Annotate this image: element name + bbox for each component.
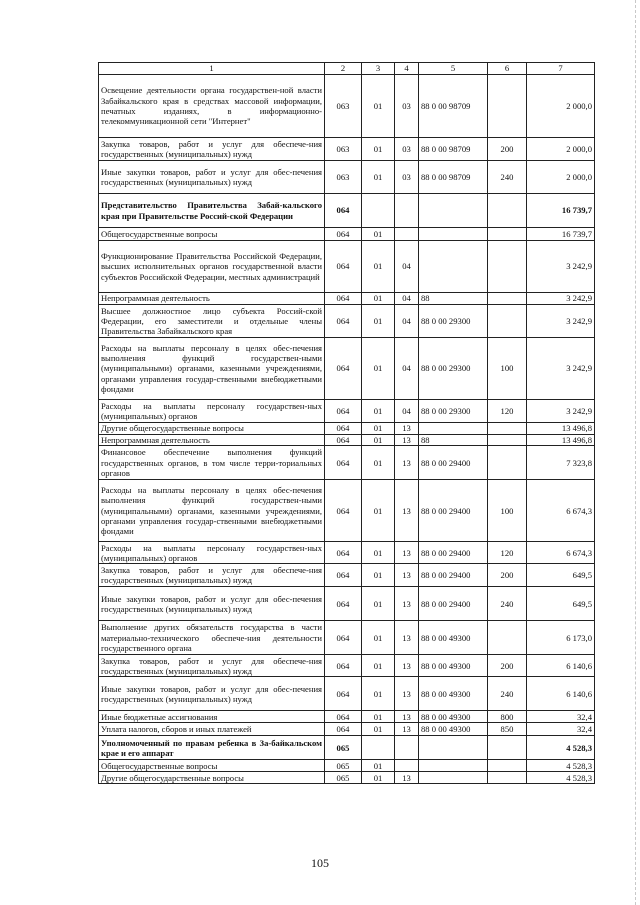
amount: 32,4 [527, 723, 595, 736]
ministry-code: 064 [325, 338, 362, 400]
expense-type-code [488, 736, 527, 760]
target-article-code: 88 0 00 29300 [419, 338, 488, 400]
subsection-code [395, 194, 419, 228]
section-code: 01 [362, 293, 395, 305]
expense-type-code [488, 435, 527, 446]
section-code: 01 [362, 760, 395, 772]
subsection-code: 04 [395, 305, 419, 338]
target-article-code: 88 0 00 29400 [419, 564, 488, 587]
subsection-code: 13 [395, 723, 419, 736]
ministry-code: 064 [325, 293, 362, 305]
table-row [99, 161, 595, 194]
subsection-code: 13 [395, 435, 419, 446]
ministry-code: 065 [325, 736, 362, 760]
item-name: Другие общегосударственные вопросы [99, 423, 325, 435]
target-article-code: 88 0 00 98709 [419, 138, 488, 161]
target-article-code: 88 0 00 29400 [419, 446, 488, 480]
amount: 3 242,9 [527, 241, 595, 293]
table-row [99, 423, 595, 435]
section-code: 01 [362, 564, 395, 587]
item-name: Непрограммная деятельность [99, 293, 325, 305]
subsection-code: 03 [395, 138, 419, 161]
table-row [99, 760, 595, 772]
subsection-code: 03 [395, 161, 419, 194]
item-name: Общегосударственные вопросы [99, 760, 325, 772]
subsection-code: 04 [395, 400, 419, 423]
target-article-code: 88 [419, 435, 488, 446]
amount: 6 674,3 [527, 480, 595, 542]
table-row [99, 564, 595, 587]
header-cell: 6 [488, 63, 527, 75]
section-code: 01 [362, 542, 395, 564]
ministry-code: 064 [325, 677, 362, 711]
subsection-code: 13 [395, 446, 419, 480]
amount: 6 173,0 [527, 621, 595, 655]
ministry-code: 064 [325, 711, 362, 723]
subsection-code: 04 [395, 241, 419, 293]
section-code: 01 [362, 772, 395, 784]
expense-type-code [488, 423, 527, 435]
header-cell: 5 [419, 63, 488, 75]
target-article-code [419, 423, 488, 435]
target-article-code: 88 0 00 29400 [419, 587, 488, 621]
item-name: Выполнение других обязательств государства в части материально-технического обеспече-ния деятельности государственного органа [99, 621, 325, 655]
ministry-code: 064 [325, 435, 362, 446]
amount: 16 739,7 [527, 228, 595, 241]
ministry-code: 064 [325, 480, 362, 542]
header-row [99, 63, 595, 75]
target-article-code: 88 0 00 49300 [419, 711, 488, 723]
ministry-code: 064 [325, 194, 362, 228]
target-article-code: 88 0 00 49300 [419, 621, 488, 655]
section-code: 01 [362, 677, 395, 711]
item-name: Непрограммная деятельность [99, 435, 325, 446]
amount: 3 242,9 [527, 305, 595, 338]
section-code: 01 [362, 723, 395, 736]
table-row [99, 723, 595, 736]
subsection-code: 13 [395, 542, 419, 564]
page-number: 105 [311, 856, 329, 870]
target-article-code [419, 772, 488, 784]
expense-type-code [488, 75, 527, 138]
ministry-code: 064 [325, 542, 362, 564]
table-row [99, 400, 595, 423]
item-name: Уполномоченный по правам ребенка в За-байкальском крае и его аппарат [99, 736, 325, 760]
section-code: 01 [362, 423, 395, 435]
expense-type-code [488, 772, 527, 784]
amount: 3 242,9 [527, 338, 595, 400]
section-code: 01 [362, 655, 395, 677]
table-row [99, 435, 595, 446]
subsection-code: 13 [395, 772, 419, 784]
target-article-code: 88 0 00 29300 [419, 305, 488, 338]
header-cell: 1 [99, 63, 325, 75]
expense-type-code [488, 228, 527, 241]
item-name: Иные закупки товаров, работ и услуг для обес-печения государственных (муниципальных) нужд [99, 161, 325, 194]
item-name: Иные бюджетные ассигнования [99, 711, 325, 723]
item-name: Другие общегосударственные вопросы [99, 772, 325, 784]
table-row [99, 736, 595, 760]
expense-type-code: 240 [488, 677, 527, 711]
amount: 6 140,6 [527, 655, 595, 677]
amount: 13 496,8 [527, 423, 595, 435]
section-code [362, 736, 395, 760]
amount: 6 140,6 [527, 677, 595, 711]
section-code: 01 [362, 621, 395, 655]
table-row [99, 241, 595, 293]
expense-type-code: 200 [488, 655, 527, 677]
section-code: 01 [362, 400, 395, 423]
subsection-code [395, 228, 419, 241]
target-article-code: 88 [419, 293, 488, 305]
budget-table [98, 62, 595, 784]
target-article-code [419, 736, 488, 760]
expense-type-code: 200 [488, 138, 527, 161]
target-article-code: 88 0 00 29400 [419, 480, 488, 542]
table-row [99, 677, 595, 711]
section-code: 01 [362, 228, 395, 241]
item-name: Иные закупки товаров, работ и услуг для обес-печения государственных (муниципальных) нужд [99, 587, 325, 621]
section-code: 01 [362, 338, 395, 400]
ministry-code: 064 [325, 400, 362, 423]
target-article-code [419, 241, 488, 293]
section-code: 01 [362, 161, 395, 194]
ministry-code: 064 [325, 305, 362, 338]
ministry-code: 064 [325, 723, 362, 736]
item-name: Общегосударственные вопросы [99, 228, 325, 241]
item-name: Расходы на выплаты персоналу в целях обес-печения выполнения функций государствен-ными (муниципальными) органами, казенными учреждениями, органами управления государ-ственными внебюджетными фондами [99, 480, 325, 542]
ministry-code: 063 [325, 161, 362, 194]
item-name: Представительство Правительства Забай-кальского края при Правительстве Россий-ской Федерации [99, 194, 325, 228]
table-row [99, 480, 595, 542]
ministry-code: 064 [325, 587, 362, 621]
table-row [99, 542, 595, 564]
item-name: Расходы на выплаты персоналу в целях обес-печения выполнения функций государствен-ными (муниципальными) органами, казенными учреждениями, органами управления государ-ственными внебюджетными фондами [99, 338, 325, 400]
item-name: Функционирование Правительства Российской Федерации, высших исполнительных органов государственной власти субъектов Российской Федерации, местных администраций [99, 241, 325, 293]
item-name: Расходы на выплаты персоналу государствен-ных (муниципальных) органов [99, 400, 325, 423]
ministry-code: 064 [325, 446, 362, 480]
section-code: 01 [362, 446, 395, 480]
expense-type-code: 240 [488, 587, 527, 621]
expense-type-code: 100 [488, 338, 527, 400]
expense-type-code [488, 293, 527, 305]
amount: 3 242,9 [527, 400, 595, 423]
section-code: 01 [362, 435, 395, 446]
item-name: Финансовое обеспечение выполнения функций государственных органов, в том числе терри-ториальных органов [99, 446, 325, 480]
ministry-code: 064 [325, 228, 362, 241]
expense-type-code: 100 [488, 480, 527, 542]
section-code: 01 [362, 305, 395, 338]
item-name: Уплата налогов, сборов и иных платежей [99, 723, 325, 736]
item-name: Освещение деятельности органа государствен-ной власти Забайкальского края в средствах массовой информации, печатных изданиях, в информационно-телекоммуникационной сети "Интернет" [99, 75, 325, 138]
expense-type-code: 120 [488, 542, 527, 564]
section-code: 01 [362, 711, 395, 723]
item-name: Закупка товаров, работ и услуг для обеспече-ния государственных (муниципальных) нужд [99, 655, 325, 677]
item-name: Расходы на выплаты персоналу государствен-ных (муниципальных) органов [99, 542, 325, 564]
amount: 6 674,3 [527, 542, 595, 564]
subsection-code: 04 [395, 338, 419, 400]
target-article-code: 88 0 00 98709 [419, 75, 488, 138]
ministry-code: 064 [325, 423, 362, 435]
ministry-code: 063 [325, 75, 362, 138]
header-cell: 7 [527, 63, 595, 75]
target-article-code [419, 194, 488, 228]
item-name: Иные закупки товаров, работ и услуг для обес-печения государственных (муниципальных) нужд [99, 677, 325, 711]
amount: 4 528,3 [527, 760, 595, 772]
ministry-code: 064 [325, 655, 362, 677]
subsection-code: 13 [395, 423, 419, 435]
section-code [362, 194, 395, 228]
expense-type-code: 850 [488, 723, 527, 736]
amount: 4 528,3 [527, 772, 595, 784]
expense-type-code: 800 [488, 711, 527, 723]
target-article-code: 88 0 00 29400 [419, 542, 488, 564]
target-article-code [419, 228, 488, 241]
expense-type-code [488, 621, 527, 655]
expense-type-code [488, 760, 527, 772]
table-row [99, 446, 595, 480]
expense-type-code: 240 [488, 161, 527, 194]
expense-type-code: 200 [488, 564, 527, 587]
amount: 4 528,3 [527, 736, 595, 760]
target-article-code: 88 0 00 49300 [419, 723, 488, 736]
table-row [99, 338, 595, 400]
header-cell: 2 [325, 63, 362, 75]
subsection-code: 13 [395, 677, 419, 711]
amount: 649,5 [527, 564, 595, 587]
amount: 13 496,8 [527, 435, 595, 446]
amount: 7 323,8 [527, 446, 595, 480]
ministry-code: 064 [325, 621, 362, 655]
expense-type-code [488, 194, 527, 228]
table-row [99, 655, 595, 677]
amount: 2 000,0 [527, 161, 595, 194]
target-article-code: 88 0 00 29300 [419, 400, 488, 423]
table-row [99, 621, 595, 655]
ministry-code: 065 [325, 772, 362, 784]
subsection-code: 13 [395, 621, 419, 655]
table-row [99, 305, 595, 338]
header-cell: 3 [362, 63, 395, 75]
subsection-code: 03 [395, 75, 419, 138]
table-row [99, 138, 595, 161]
subsection-code [395, 736, 419, 760]
section-code: 01 [362, 480, 395, 542]
item-name: Высшее должностное лицо субъекта Россий-ской Федерации, его заместители и отдельные члены Правительства Забайкальского края [99, 305, 325, 338]
amount: 2 000,0 [527, 75, 595, 138]
section-code: 01 [362, 75, 395, 138]
item-name: Закупка товаров, работ и услуг для обеспече-ния государственных (муниципальных) нужд [99, 564, 325, 587]
table-row [99, 711, 595, 723]
section-code: 01 [362, 587, 395, 621]
expense-type-code [488, 241, 527, 293]
subsection-code: 13 [395, 480, 419, 542]
subsection-code: 13 [395, 587, 419, 621]
amount: 649,5 [527, 587, 595, 621]
subsection-code [395, 760, 419, 772]
expense-type-code [488, 305, 527, 338]
subsection-code: 04 [395, 293, 419, 305]
ministry-code: 063 [325, 138, 362, 161]
section-code: 01 [362, 241, 395, 293]
expense-type-code: 120 [488, 400, 527, 423]
amount: 16 739,7 [527, 194, 595, 228]
expense-type-code [488, 446, 527, 480]
ministry-code: 064 [325, 564, 362, 587]
table-row [99, 772, 595, 784]
table-row [99, 194, 595, 228]
amount: 32,4 [527, 711, 595, 723]
target-article-code: 88 0 00 49300 [419, 655, 488, 677]
target-article-code [419, 760, 488, 772]
section-code: 01 [362, 138, 395, 161]
table-row [99, 293, 595, 305]
ministry-code: 064 [325, 241, 362, 293]
header-cell: 4 [395, 63, 419, 75]
amount: 2 000,0 [527, 138, 595, 161]
table-row [99, 75, 595, 138]
item-name: Закупка товаров, работ и услуг для обеспече-ния государственных (муниципальных) нужд [99, 138, 325, 161]
subsection-code: 13 [395, 655, 419, 677]
subsection-code: 13 [395, 711, 419, 723]
table-row [99, 228, 595, 241]
page-edge [634, 0, 636, 905]
target-article-code: 88 0 00 49300 [419, 677, 488, 711]
ministry-code: 065 [325, 760, 362, 772]
table-row [99, 587, 595, 621]
subsection-code: 13 [395, 564, 419, 587]
amount: 3 242,9 [527, 293, 595, 305]
target-article-code: 88 0 00 98709 [419, 161, 488, 194]
